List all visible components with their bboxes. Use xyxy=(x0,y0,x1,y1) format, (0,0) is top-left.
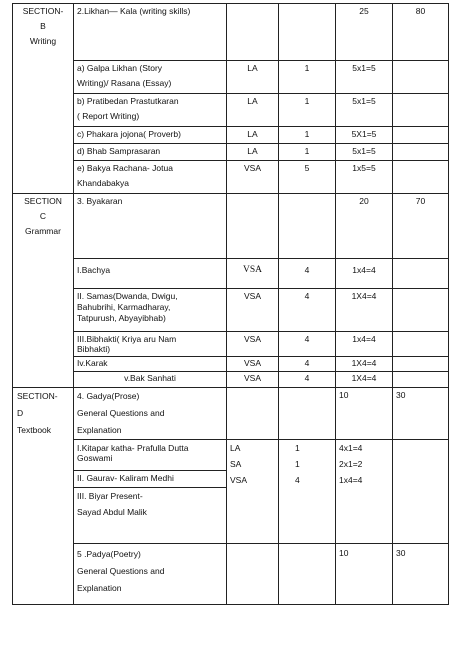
marks-formula: 5x1=5 xyxy=(336,61,393,94)
total-marks xyxy=(393,357,449,372)
total-marks: 30 xyxy=(393,388,449,440)
table-row xyxy=(13,161,449,194)
item-description: d) Bhab Samprasaran xyxy=(74,144,227,161)
marks-formula: 1X4=4 xyxy=(336,372,393,388)
question-count: 4 xyxy=(279,289,336,332)
question-type: LA xyxy=(227,61,279,94)
table-row xyxy=(13,544,449,605)
question-count: 4 xyxy=(279,372,336,388)
total-marks: 80 xyxy=(393,4,449,61)
total-marks xyxy=(393,440,449,544)
marks-formula: 10 xyxy=(336,388,393,440)
question-type xyxy=(227,194,279,259)
question-count: 4 xyxy=(279,357,336,372)
marks-formula: 5x1=5 xyxy=(336,144,393,161)
question-type: LA xyxy=(227,144,279,161)
marks-distribution-table xyxy=(12,3,449,605)
item-description: III. Biyar Present- Sayad Abdul Malik xyxy=(74,488,227,544)
table-row xyxy=(13,388,449,440)
question-count xyxy=(279,194,336,259)
table-row xyxy=(13,372,449,388)
item-description: c) Phakara jojona( Proverb) xyxy=(74,127,227,144)
total-marks xyxy=(393,332,449,357)
table-row xyxy=(13,144,449,161)
question-type: LA SA VSA xyxy=(227,440,279,544)
table-row xyxy=(13,440,449,471)
total-marks xyxy=(393,161,449,194)
total-marks xyxy=(393,259,449,289)
table-row xyxy=(13,127,449,144)
total-marks xyxy=(393,94,449,127)
table-row xyxy=(13,4,449,61)
question-count: 1 1 4 xyxy=(279,440,336,544)
section-cell: SECTION C Grammar xyxy=(13,194,74,388)
table-row xyxy=(13,289,449,332)
question-type xyxy=(227,4,279,61)
marks-formula: 25 xyxy=(336,4,393,61)
item-description: 4. Gadya(Prose) General Questions and Explanation xyxy=(74,388,227,440)
marks-formula: 5x1=5 xyxy=(336,94,393,127)
question-count: 4 xyxy=(279,259,336,289)
marks-formula: 1x5=5 xyxy=(336,161,393,194)
item-description: I.Kitapar katha- Prafulla Dutta Goswami xyxy=(74,440,227,471)
total-marks xyxy=(393,289,449,332)
marks-formula: 1X4=4 xyxy=(336,357,393,372)
total-marks xyxy=(393,127,449,144)
item-description: 3. Byakaran xyxy=(74,194,227,259)
total-marks: 30 xyxy=(393,544,449,605)
question-count: 1 xyxy=(279,144,336,161)
question-count: 4 xyxy=(279,332,336,357)
question-type: VSA xyxy=(227,161,279,194)
section-cell: SECTION- B Writing xyxy=(13,4,74,194)
question-type: VSA xyxy=(227,289,279,332)
question-type: LA xyxy=(227,94,279,127)
table-row xyxy=(13,61,449,94)
marks-formula: 4x1=4 2x1=2 1x4=4 xyxy=(336,440,393,544)
question-type: VSA xyxy=(227,372,279,388)
table-row xyxy=(13,194,449,259)
question-count: 5 xyxy=(279,161,336,194)
marks-formula: 1x4=4 xyxy=(336,259,393,289)
table-row xyxy=(13,332,449,357)
total-marks xyxy=(393,144,449,161)
table-row xyxy=(13,357,449,372)
item-description: b) Pratibedan Prastutkaran ( Report Writing) xyxy=(74,94,227,127)
item-description: Iv.Karak xyxy=(74,357,227,372)
marks-formula: 1x4=4 xyxy=(336,332,393,357)
question-count: 1 xyxy=(279,127,336,144)
item-description: v.Bak Sanhati xyxy=(74,372,227,388)
question-type: VSA xyxy=(227,259,279,289)
item-description: 5 .Padya(Poetry) General Questions and Explanation xyxy=(74,544,227,605)
total-marks xyxy=(393,372,449,388)
table-row xyxy=(13,259,449,289)
question-type xyxy=(227,544,279,605)
marks-formula: 20 xyxy=(336,194,393,259)
item-description: II. Samas(Dwanda, Dwigu, Bahubrihi, Karmadharay, Tatpurush, Abyayibhab) xyxy=(74,289,227,332)
question-count xyxy=(279,544,336,605)
question-count xyxy=(279,388,336,440)
total-marks xyxy=(393,61,449,94)
item-description: III.Bibhakti( Kriya aru Nam Bibhakti) xyxy=(74,332,227,357)
item-description: e) Bakya Rachana- Jotua Khandabakya xyxy=(74,161,227,194)
question-type: VSA xyxy=(227,332,279,357)
question-type: LA xyxy=(227,127,279,144)
marks-formula: 5X1=5 xyxy=(336,127,393,144)
total-marks: 70 xyxy=(393,194,449,259)
item-description: a) Galpa Likhan (Story Writing)/ Rasana (Essay) xyxy=(74,61,227,94)
item-description: 2.Likhan— Kala (writing skills) xyxy=(74,4,227,61)
item-description: II. Gaurav- Kaliram Medhi xyxy=(74,471,227,488)
item-description: I.Bachya xyxy=(74,259,227,289)
question-type: VSA xyxy=(227,357,279,372)
section-cell: SECTION- D Textbook xyxy=(13,388,74,605)
question-count: 1 xyxy=(279,94,336,127)
question-count: 1 xyxy=(279,61,336,94)
question-count xyxy=(279,4,336,61)
table-row xyxy=(13,94,449,127)
marks-formula: 10 xyxy=(336,544,393,605)
marks-formula: 1X4=4 xyxy=(336,289,393,332)
question-type xyxy=(227,388,279,440)
